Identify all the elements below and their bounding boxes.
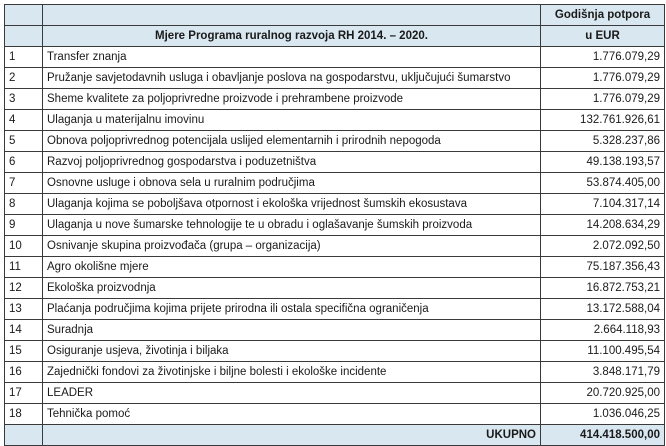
measure-name: Ulaganja u nove šumarske tehnologije te u obradu i oglašavanje šumskih proizvoda — [43, 215, 541, 236]
support-value: 14.208.634,29 — [541, 215, 665, 236]
support-value: 1.036.046,25 — [541, 404, 665, 425]
header-row-2 — [5, 26, 665, 47]
measure-name: Osiguranje usjeva, životinja i biljaka — [43, 341, 541, 362]
table-row — [5, 194, 665, 215]
support-value: 20.720.925,00 — [541, 383, 665, 404]
measure-name: Agro okolišne mjere — [43, 257, 541, 278]
table-row — [5, 236, 665, 257]
measure-name: Transfer znanja — [43, 47, 541, 68]
measure-name: Plaćanja područjima kojima prijete prirodna ili ostala specifična ograničenja — [43, 299, 541, 320]
total-row — [5, 425, 665, 446]
table-row — [5, 47, 665, 68]
row-number: 8 — [5, 194, 43, 215]
table-row — [5, 383, 665, 404]
header-annual-support: Godišnja potpora — [541, 5, 665, 26]
row-number: 1 — [5, 47, 43, 68]
row-number: 18 — [5, 404, 43, 425]
header-corner-cell — [5, 5, 43, 26]
table-row — [5, 320, 665, 341]
support-value: 16.872.753,21 — [541, 278, 665, 299]
header-corner-cell-2 — [5, 26, 43, 47]
measure-name: Sheme kvalitete za poljoprivredne proizvode i prehrambene proizvode — [43, 89, 541, 110]
table-row — [5, 131, 665, 152]
row-number: 10 — [5, 236, 43, 257]
header-title-spacer — [43, 5, 541, 26]
total-value: 414.418.500,00 — [541, 425, 665, 446]
total-label: UKUPNO — [43, 425, 541, 446]
support-value: 1.776.079,29 — [541, 68, 665, 89]
row-number: 7 — [5, 173, 43, 194]
table-row — [5, 215, 665, 236]
measure-name: Ulaganja kojima se poboljšava otpornost i ekološka vrijednost šumskih ekosustava — [43, 194, 541, 215]
measure-name: Suradnja — [43, 320, 541, 341]
total-corner-cell — [5, 425, 43, 446]
table-row — [5, 68, 665, 89]
table-row — [5, 341, 665, 362]
row-number: 13 — [5, 299, 43, 320]
row-number: 17 — [5, 383, 43, 404]
row-number: 11 — [5, 257, 43, 278]
table-row — [5, 362, 665, 383]
measure-name: Zajednički fondovi za životinjske i biljne bolesti i ekološke incidente — [43, 362, 541, 383]
table-row — [5, 257, 665, 278]
row-number: 5 — [5, 131, 43, 152]
support-value: 3.848.171,79 — [541, 362, 665, 383]
table-row — [5, 173, 665, 194]
row-number: 12 — [5, 278, 43, 299]
document — [4, 4, 665, 446]
support-value: 13.172.588,04 — [541, 299, 665, 320]
support-value: 132.761.926,61 — [541, 110, 665, 131]
measure-name: Tehnička pomoć — [43, 404, 541, 425]
support-value: 49.138.193,57 — [541, 152, 665, 173]
measure-name: Ekološka proizvodnja — [43, 278, 541, 299]
table-row — [5, 152, 665, 173]
header-currency: u EUR — [541, 26, 665, 47]
row-number: 6 — [5, 152, 43, 173]
measure-name: Razvoj poljoprivrednog gospodarstva i poduzetništva — [43, 152, 541, 173]
measure-name: Obnova poljoprivrednog potencijala uslijed elementarnih i prirodnih nepogoda — [43, 131, 541, 152]
row-number: 3 — [5, 89, 43, 110]
support-value: 2.664.118,93 — [541, 320, 665, 341]
support-value: 5.328.237,86 — [541, 131, 665, 152]
table-row — [5, 278, 665, 299]
support-value: 7.104.317,14 — [541, 194, 665, 215]
table-row — [5, 299, 665, 320]
support-value: 11.100.495,54 — [541, 341, 665, 362]
row-number: 4 — [5, 110, 43, 131]
table-row — [5, 89, 665, 110]
header-table-title: Mjere Programa ruralnog razvoja RH 2014. – 2020. — [43, 26, 541, 47]
row-number: 2 — [5, 68, 43, 89]
row-number: 16 — [5, 362, 43, 383]
row-number: 14 — [5, 320, 43, 341]
support-value: 2.072.092,50 — [541, 236, 665, 257]
measures-table — [4, 4, 665, 446]
support-value: 53.874.405,00 — [541, 173, 665, 194]
support-value: 1.776.079,29 — [541, 47, 665, 68]
measure-name: Osnovne usluge i obnova sela u ruralnim područjima — [43, 173, 541, 194]
header-row-1 — [5, 5, 665, 26]
support-value: 75.187.356,43 — [541, 257, 665, 278]
support-value: 1.776.079,29 — [541, 89, 665, 110]
measure-name: LEADER — [43, 383, 541, 404]
row-number: 9 — [5, 215, 43, 236]
measure-name: Osnivanje skupina proizvođača (grupa – organizacija) — [43, 236, 541, 257]
row-number: 15 — [5, 341, 43, 362]
measure-name: Pružanje savjetodavnih usluga i obavljanje poslova na gospodarstvu, uključujući šumarstvo — [43, 68, 541, 89]
table-row — [5, 404, 665, 425]
table-row — [5, 110, 665, 131]
measure-name: Ulaganja u materijalnu imovinu — [43, 110, 541, 131]
